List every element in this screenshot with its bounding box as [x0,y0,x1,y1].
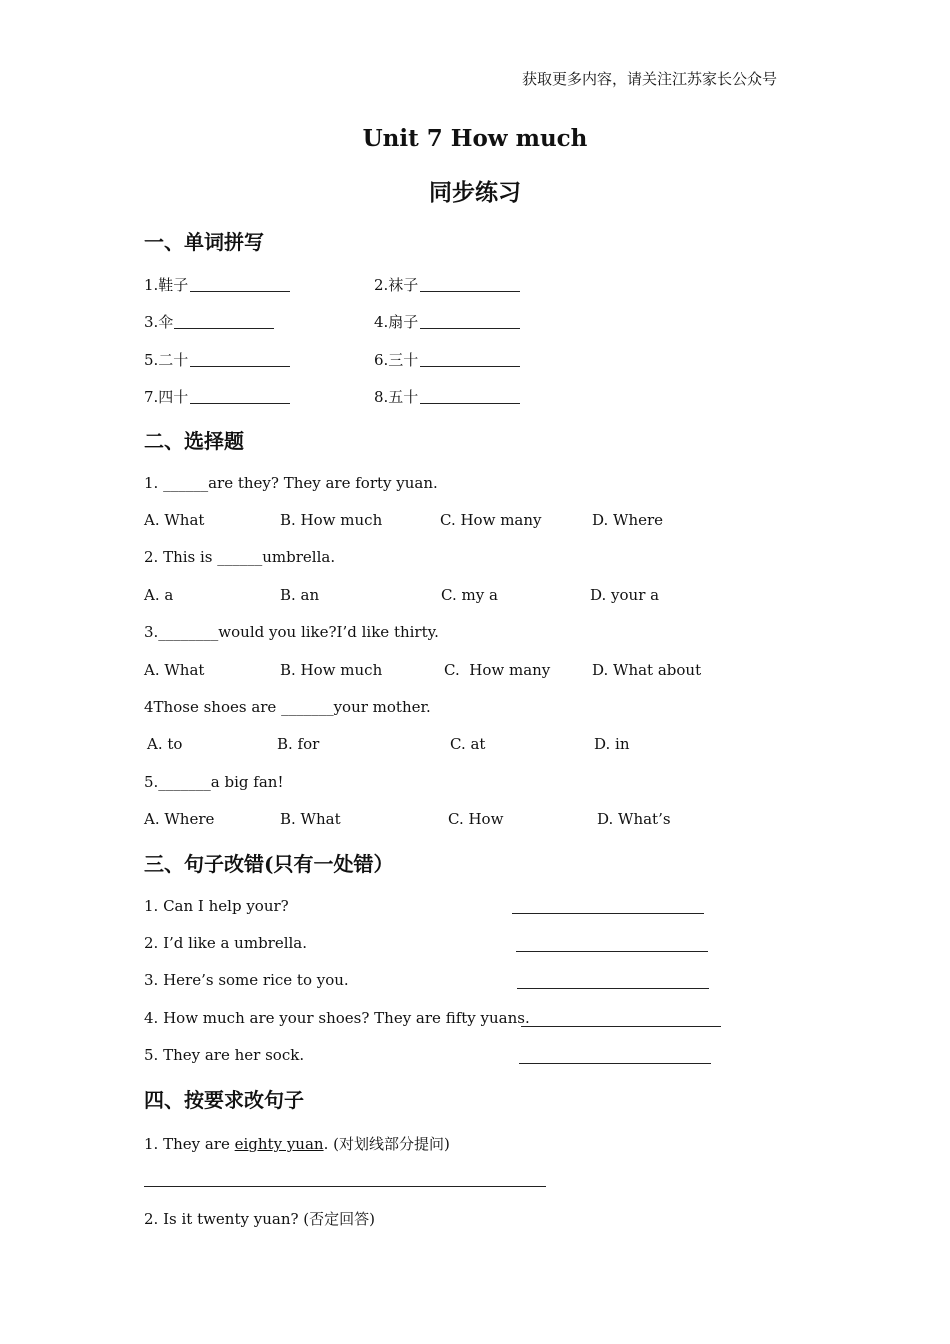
answer-blank[interactable] [420,291,520,292]
option[interactable]: C. How many [444,661,551,679]
option[interactable]: C. my a [441,586,498,604]
spelling-item: 8.五十 [374,388,419,406]
option[interactable]: B. an [280,586,320,604]
question: 4Those shoes are _______your mother. [144,698,431,716]
option[interactable]: A. Where [144,810,215,828]
option[interactable]: C. at [450,735,486,753]
spelling-item: 4.扇子 [374,313,419,331]
spelling-item: 6.三十 [374,351,419,369]
page-subtitle: 同步练习 [429,179,521,206]
spelling-item: 2.袜子 [374,276,419,294]
option[interactable]: D. Where [592,511,664,529]
rewrite-prefix: 1. They are [144,1135,235,1153]
answer-blank[interactable] [517,988,709,989]
answer-blank[interactable] [190,366,290,367]
answer-line[interactable] [144,1186,546,1187]
answer-blank[interactable] [190,291,290,292]
answer-blank[interactable] [512,913,704,914]
correction-item: 5. They are her sock. [144,1046,305,1064]
question: 2. This is ______umbrella. [144,548,336,566]
correction-item: 3. Here’s some rice to you. [144,971,349,989]
option[interactable]: D. What’s [597,810,671,828]
section4-heading: 四、按要求改句子 [144,1088,304,1112]
answer-blank[interactable] [516,951,708,952]
answer-blank[interactable] [190,403,290,404]
answer-blank[interactable] [420,366,520,367]
answer-blank[interactable] [420,328,520,329]
option[interactable]: D. in [594,735,630,753]
spelling-item: 3.伞 [144,313,174,331]
section3-heading: 三、句子改错(只有一处错） [144,852,394,876]
correction-item: 1. Can I help your? [144,897,289,915]
page-title: Unit 7 How much [362,125,588,152]
rewrite-item [144,1133,450,1154]
option[interactable]: C. How [448,810,504,828]
answer-blank[interactable] [521,1026,721,1027]
spelling-item: 5.二十 [144,351,189,369]
rewrite-suffix: . (对划线部分提问) [323,1135,450,1153]
answer-blank[interactable] [519,1063,711,1064]
answer-blank[interactable] [420,403,520,404]
option[interactable]: D. What about [592,661,702,679]
section1-heading: 一、单词拼写 [144,230,264,254]
answer-blank[interactable] [174,328,274,329]
option[interactable]: B. How much [280,511,383,529]
section2-heading: 二、选择题 [144,429,244,453]
option[interactable]: A. a [144,586,174,604]
option[interactable]: D. your a [590,586,660,604]
spelling-item: 7.四十 [144,388,189,406]
option[interactable]: A. What [144,661,205,679]
option[interactable]: B. What [280,810,341,828]
underlined-phrase: eighty yuan [234,1135,324,1153]
header-note: 获取更多内容，请关注江苏家长公众号 [522,70,778,88]
spelling-item: 1.鞋子 [144,276,189,294]
question: 5._______a big fan! [144,773,284,791]
question: 1. ______are they? They are forty yuan. [144,474,438,492]
correction-item: 4. How much are your shoes? They are fifty yuans. [144,1009,530,1027]
question: 3.________would you like?I’d like thirty. [144,623,439,641]
correction-item: 2. I’d like a umbrella. [144,934,308,952]
option[interactable]: C. How many [440,511,542,529]
option[interactable]: B. How much [280,661,383,679]
rewrite-item: 2. Is it twenty yuan? (否定回答) [144,1210,375,1228]
option[interactable]: A. What [144,511,205,529]
option[interactable]: A. to [147,735,183,753]
option[interactable]: B. for [277,735,320,753]
